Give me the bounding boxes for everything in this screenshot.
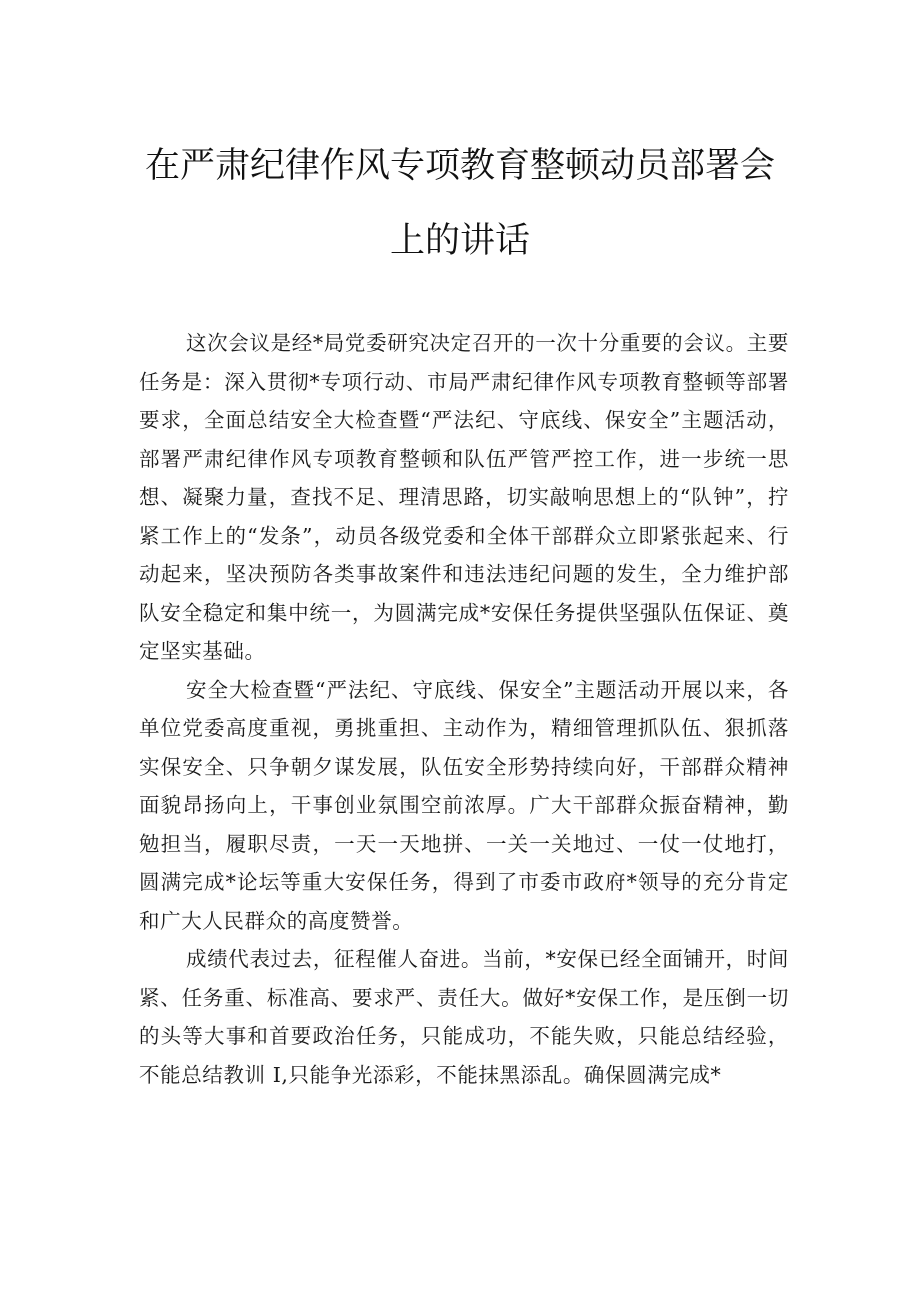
document-title-line-2: 上的讲话 [389, 221, 530, 261]
paragraph-3: 成绩代表过去，征程催人奋进。当前，*安保已经全面铺开，时间紧、任务重、标准高、要求严、责任大。做好*安保工作，是压倒一切的头等大事和首要政治任务，只能成功，不能失败，只能总结经验，不能总结教训 I,只能争光添彩，不能抹黑添乱。确保圆满完成* [139, 947, 789, 1087]
paragraph-2: 安全大检查暨“严法纪、守底线、保安全”主题活动开展以来，各单位党委高度重视，勇挑重担、主动作为，精细管理抓队伍、狠抓落实保安全、只争朝夕谋发展，队伍安全形势持续向好，干部群众精神面貌昂扬向上，干事创业氛围空前浓厚。广大干部群众振奋精神，勤勉担当，履职尽责，一天一天地拼、一关一关地过、一仗一仗地打，圆满完成*论坛等重大安保任务，得到了市委市政府*领导的充分肯定和广大人民群众的高度赞誉。 [139, 677, 789, 933]
document-title-line-1: 在严肃纪律作风专项教育整顿动员部署会 [144, 146, 775, 186]
document-body [139, 324, 789, 1094]
paragraph-1: 这次会议是经*局党委研究决定召开的一次十分重要的会议。主要任务是：深入贯彻*专项行动、市局严肃纪律作风专项教育整顿等部署要求，全面总结安全大检查暨“严法纪、守底线、保安全”主题活动，部署严肃纪律作风专项教育整顿和队伍严管严控工作，进一步统一思想、凝聚力量，查找不足、理清思路，切实敲响思想上的“队钟”，拧紧工作上的“发条”，动员各级党委和全体干部群众立即紧张起来、行动起来，坚决预防各类事故案件和违法违纪问题的发生，全力维护部队安全稳定和集中统一，为圆满完成*安保任务提供坚强队伍保证、奠定坚实基础。 [139, 331, 789, 663]
